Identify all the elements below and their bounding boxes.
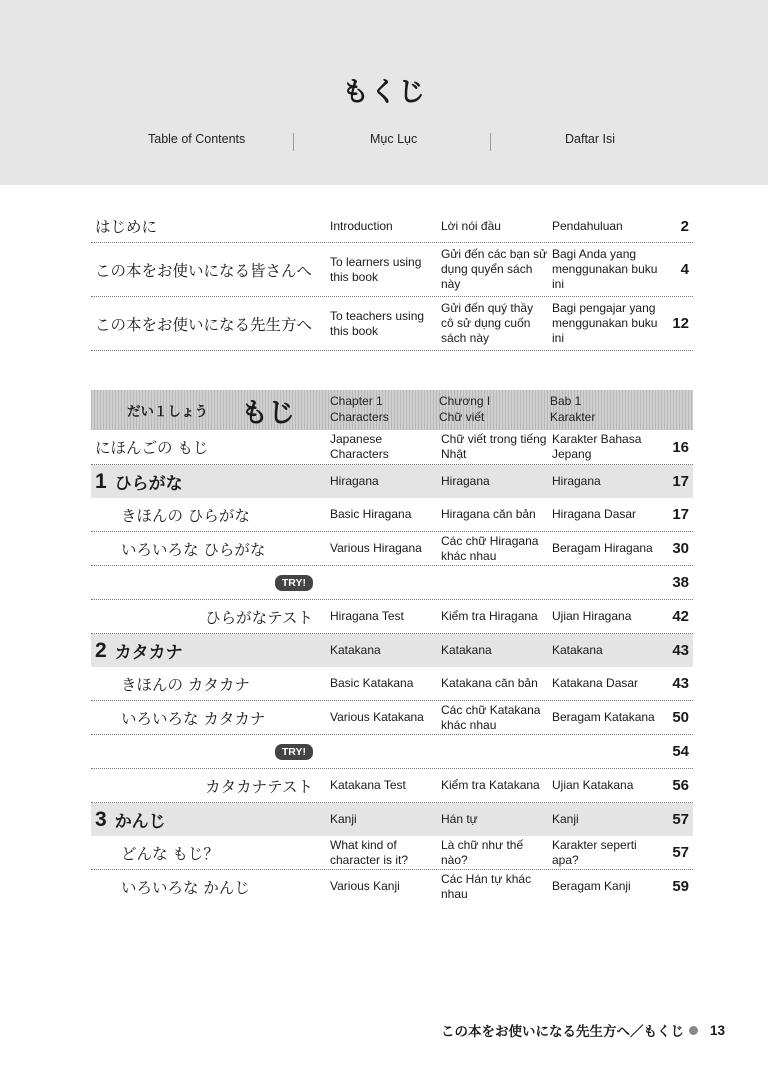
toc-page-number: 43 [672, 642, 689, 659]
toc-page-number: 16 [672, 438, 689, 456]
toc-page-number: 54 [672, 743, 689, 760]
toc-japanese: どんな もじ？ [121, 844, 219, 863]
toc-indonesian: Beragam Katakana [552, 710, 655, 724]
toc-vietnamese: Hiragana căn bản [441, 507, 536, 521]
toc-section-row[interactable] [91, 803, 693, 836]
toc-english: To learners using this book [330, 254, 422, 284]
toc-indonesian: Karakter seperti apa? [552, 837, 637, 867]
toc-indonesian: Katakana [552, 643, 603, 657]
toc-try-cell [91, 566, 313, 599]
toc-english: Hiragana [330, 474, 379, 488]
toc-row[interactable] [91, 667, 693, 701]
toc-japanese: はじめに [95, 218, 158, 236]
toc-japanese: きほんの カタカナ [121, 675, 250, 694]
intro-section [91, 210, 693, 351]
toc-page-number: 57 [672, 844, 689, 861]
toc-page-number: 42 [672, 608, 689, 625]
toc-english: What kind of character is it? [330, 837, 409, 867]
page-title: もくじ [342, 77, 426, 108]
footer-running-title: この本をお使いになる先生方へ／もくじ [440, 1024, 684, 1040]
section-label: ひらがな [114, 474, 183, 494]
toc-vietnamese: Chữ viết trong tiếng Nhật [441, 432, 547, 461]
toc-page-number: 56 [672, 777, 689, 794]
chapter-vietnamese: Chương I Chữ viết [439, 394, 491, 424]
toc-indonesian: Beragam Hiragana [552, 541, 653, 555]
toc-try-cell [91, 735, 313, 768]
toc-page-number: 43 [672, 675, 689, 692]
chapter-english: Chapter 1 Characters [330, 394, 389, 424]
toc-page-number: 12 [672, 315, 689, 332]
chapter-heading[interactable] [91, 390, 693, 430]
toc-vietnamese: Gửi đến quý thầy cô sử dụng cuốn sách này [441, 301, 534, 345]
toc-section-title [95, 803, 327, 836]
toc-english: Various Kanji [330, 879, 400, 893]
toc-row[interactable] [91, 870, 693, 903]
toc-japanese: いろいろな ひらがな [121, 540, 266, 559]
toc-english: To teachers using this book [330, 308, 425, 338]
toc-indonesian: Bagi pengajar yang menggunakan buku ini [552, 301, 658, 345]
toc-indonesian: Karakter Bahasa Jepang [552, 432, 642, 461]
toc-indonesian: Pendahuluan [552, 218, 623, 233]
toc-indonesian: Ujian Katakana [552, 778, 634, 792]
toc-row[interactable] [91, 297, 693, 351]
toc-section-row[interactable] [91, 634, 693, 667]
toc-page-number: 57 [672, 811, 689, 828]
page-footer [441, 1020, 725, 1040]
toc-english: Japanese Characters [330, 432, 389, 461]
toc-japanese: この本をお使いになる皆さんへ [95, 261, 312, 280]
toc-page-number: 2 [680, 217, 689, 235]
toc-english: Introduction [330, 218, 393, 233]
subtitle-vietnamese: Mục Lục [370, 132, 418, 146]
subtitle-row [95, 132, 685, 154]
toc-indonesian: Ujian Hiragana [552, 609, 632, 623]
toc-row[interactable] [91, 600, 693, 634]
toc-page-number: 4 [680, 261, 689, 278]
toc-english: Hiragana Test [330, 609, 404, 623]
chapter-number-label: だい１しょう [127, 404, 208, 420]
toc-japanese: カタカナテスト [205, 777, 313, 796]
toc-english: Various Hiragana [330, 541, 422, 555]
toc-vietnamese: Các chữ Katakana khác nhau [441, 702, 541, 732]
toc-indonesian: Katakana Dasar [552, 676, 639, 690]
toc-row[interactable] [91, 566, 693, 600]
toc-section-title [95, 465, 327, 498]
toc-row[interactable] [91, 701, 693, 735]
chapter-section [91, 430, 693, 903]
toc-vietnamese: Katakana căn bản [441, 676, 538, 690]
toc-vietnamese: Kiểm tra Katakana [441, 778, 540, 792]
subtitle-indonesian: Daftar Isi [565, 132, 616, 146]
toc-page-number: 38 [672, 574, 689, 591]
toc-vietnamese: Gửi đến các bạn sử dụng quyển sách này [441, 247, 548, 291]
toc-vietnamese: Các Hán tự khác nhau [441, 871, 532, 901]
toc-section-row[interactable] [91, 465, 693, 498]
toc-section-title [95, 634, 327, 667]
toc-indonesian: Hiragana Dasar [552, 507, 637, 521]
toc-indonesian: Beragam Kanji [552, 879, 631, 893]
section-number: 2 [95, 638, 107, 662]
footer-page-number: 13 [709, 1022, 725, 1038]
toc-japanese: にほんごの もじ [95, 439, 209, 457]
toc-row[interactable] [91, 243, 693, 297]
bullet-dot-icon [689, 1026, 698, 1035]
toc-vietnamese: Kiểm tra Hiragana [441, 609, 538, 623]
toc-page-number: 59 [672, 878, 689, 895]
section-number: 1 [95, 469, 107, 493]
toc-japanese: いろいろな かんじ [121, 878, 250, 897]
subtitle-divider [293, 133, 294, 151]
toc-row[interactable] [91, 735, 693, 769]
subtitle-english: Table of Contents [148, 132, 246, 146]
toc-japanese: ひらがなテスト [205, 608, 313, 627]
section-label: かんじ [114, 812, 166, 832]
toc-vietnamese: Hiragana [441, 474, 490, 488]
subtitle-divider [490, 133, 491, 151]
toc-vietnamese: Katakana [441, 643, 492, 657]
try-badge: TRY! [275, 744, 313, 760]
toc-page-number: 50 [672, 709, 689, 726]
toc-english: Basic Hiragana [330, 507, 412, 521]
toc-english: Kanji [330, 812, 357, 826]
try-badge: TRY! [275, 575, 313, 591]
toc-page-number: 17 [672, 473, 689, 490]
toc-indonesian: Hiragana [552, 474, 601, 488]
toc-row[interactable] [91, 210, 693, 243]
toc-english: Katakana [330, 643, 381, 657]
toc-japanese: きほんの ひらがな [121, 506, 250, 525]
toc-row[interactable] [91, 836, 693, 870]
toc-vietnamese: Hán tự [441, 812, 478, 826]
toc-vietnamese: Các chữ Hiragana khác nhau [441, 533, 539, 563]
section-number: 3 [95, 807, 107, 831]
toc-vietnamese: Lời nói đầu [441, 218, 501, 233]
toc-english: Basic Katakana [330, 676, 414, 690]
chapter-title: もじ [241, 397, 295, 429]
toc-indonesian: Bagi Anda yang menggunakan buku ini [552, 247, 658, 291]
toc-row[interactable] [91, 769, 693, 803]
chapter-indonesian: Bab 1 Karakter [550, 394, 596, 424]
section-label: カタカナ [114, 643, 183, 663]
toc-english: Various Katakana [330, 710, 424, 724]
toc-page-number: 17 [672, 506, 689, 523]
toc-row[interactable] [91, 532, 693, 566]
toc-page-number: 30 [672, 540, 689, 557]
toc-japanese: この本をお使いになる先生方へ [95, 315, 313, 334]
toc-vietnamese: Là chữ như thế nào? [441, 837, 524, 867]
toc-row[interactable] [91, 430, 693, 465]
toc-indonesian: Kanji [552, 812, 579, 826]
toc-row[interactable] [91, 498, 693, 532]
toc-english: Katakana Test [330, 778, 406, 792]
toc-japanese: いろいろな カタカナ [121, 709, 266, 728]
